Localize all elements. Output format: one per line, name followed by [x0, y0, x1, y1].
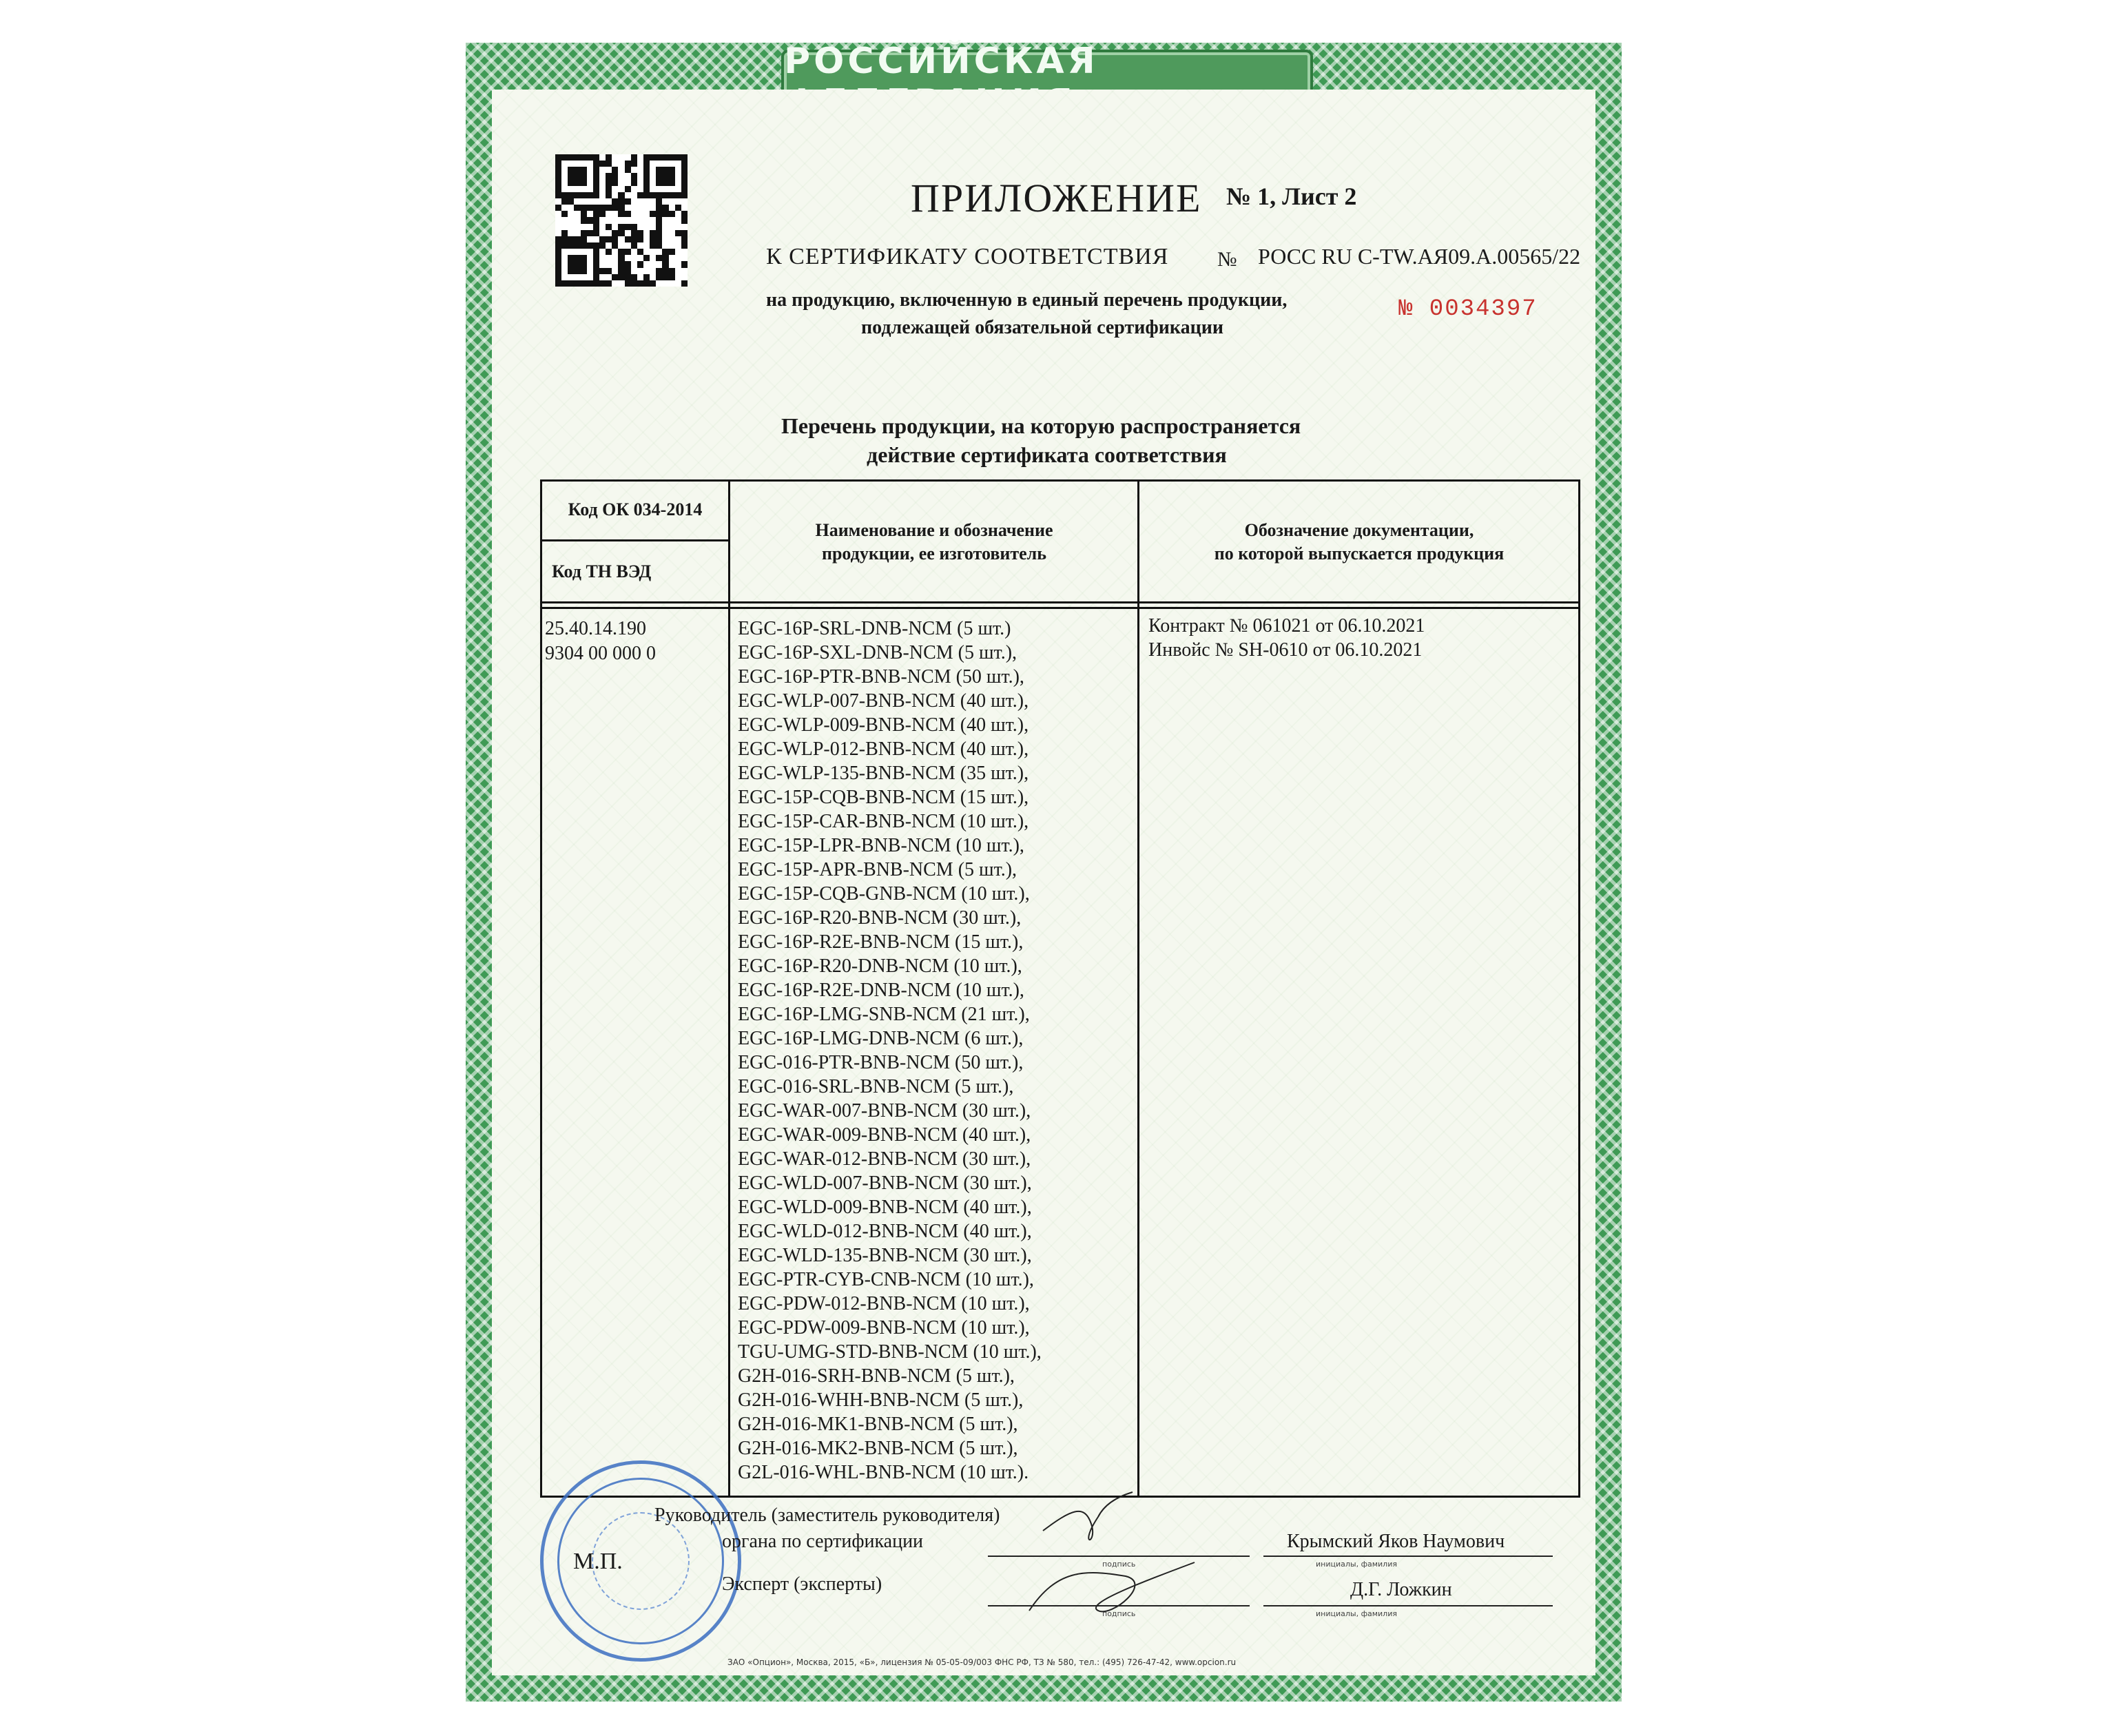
list-title-line-2: действие сертификата соответствия: [867, 442, 1227, 467]
expert-name-rule: [1263, 1605, 1553, 1606]
code-tnved-value: 9304 00 000 0: [545, 643, 656, 664]
product-item: EGC-WLP-135-BNB-NCM (35 шт.),: [738, 763, 1029, 784]
product-item: EGC-16P-SXL-DNB-NCM (5 шт.),: [738, 642, 1017, 663]
blank-serial-number: № 0034397: [1398, 296, 1538, 322]
expert-label: Эксперт (эксперты): [722, 1573, 882, 1595]
header-code-tnved: Код ТН ВЭД: [552, 561, 652, 581]
product-item: EGC-WLP-012-BNB-NCM (40 шт.),: [738, 738, 1029, 760]
product-item: EGC-WLD-012-BNB-NCM (40 шт.),: [738, 1221, 1032, 1242]
expert-sign-caption: подпись: [1102, 1609, 1136, 1618]
documentation-item: Инвойс № SH-0610 от 06.10.2021: [1148, 639, 1423, 661]
product-item: EGC-PDW-012-BNB-NCM (10 шт.),: [738, 1293, 1030, 1314]
product-item: EGC-WLP-007-BNB-NCM (40 шт.),: [738, 690, 1029, 712]
product-item: EGC-16P-SRL-DNB-NCM (5 шт.): [738, 618, 1011, 639]
head-name: Крымский Яков Наумович: [1287, 1531, 1505, 1552]
product-item: EGC-PTR-CYB-CNB-NCM (10 шт.),: [738, 1269, 1034, 1290]
product-item: EGC-15P-LPR-BNB-NCM (10 шт.),: [738, 835, 1024, 856]
product-item: EGC-PDW-009-BNB-NCM (10 шт.),: [738, 1317, 1030, 1339]
scope-line-2: подлежащей обязательной сертификации: [861, 317, 1223, 338]
product-item: EGC-WAR-009-BNB-NCM (40 шт.),: [738, 1124, 1031, 1146]
head-sign-rule: [988, 1556, 1250, 1557]
certificate-number: РОСС RU C-TW.АЯ09.А.00565/22: [1258, 244, 1581, 269]
product-item: EGC-WAR-012-BNB-NCM (30 шт.),: [738, 1148, 1031, 1170]
column-divider: [728, 482, 730, 1496]
expert-sign-rule: [988, 1605, 1250, 1606]
certificate-line: К СЕРТИФИКАТУ СООТВЕТСТВИЯ: [766, 244, 1169, 269]
product-item: EGC-15P-APR-BNB-NCM (5 шт.),: [738, 859, 1017, 880]
code-header-divider: [542, 539, 728, 541]
product-item: G2H-016-MK2-BNB-NCM (5 шт.),: [738, 1438, 1018, 1459]
header-documentation-2: по которой выпускается продукция: [1214, 544, 1505, 564]
qr-code: [555, 154, 688, 287]
certificate-sheet: [466, 43, 1622, 1702]
column-divider: [1137, 482, 1139, 1496]
product-item: G2L-016-WHL-BNB-NCM (10 шт.).: [738, 1462, 1029, 1483]
head-label-2: органа по сертификации: [722, 1531, 924, 1552]
product-item: G2H-016-MK1-BNB-NCM (5 шт.),: [738, 1414, 1018, 1435]
head-label-1: Руководитель (заместитель руководителя): [654, 1505, 1000, 1526]
product-item: EGC-16P-R20-BNB-NCM (30 шт.),: [738, 907, 1022, 929]
appendix-sheet-number: № 1, Лист 2: [1226, 183, 1357, 210]
product-item: EGC-016-PTR-BNB-NCM (50 шт.),: [738, 1052, 1024, 1073]
product-item: EGC-WLD-007-BNB-NCM (30 шт.),: [738, 1172, 1032, 1194]
product-item: EGC-016-SRL-BNB-NCM (5 шт.),: [738, 1076, 1014, 1097]
certification-stamp: [540, 1460, 741, 1662]
head-name-rule: [1263, 1556, 1553, 1557]
expert-name-caption: инициалы, фамилия: [1316, 1609, 1397, 1618]
header-documentation-1: Обозначение документации,: [1244, 520, 1474, 540]
header-band-text: РОССИЙСКАЯ: [784, 41, 1099, 82]
mp-label: М.П.: [573, 1549, 623, 1574]
product-item: G2H-016-SRH-BNB-NCM (5 шт.),: [738, 1365, 1015, 1387]
list-title-line-1: Перечень продукции, на которую распространяется: [781, 413, 1301, 438]
documentation-item: Контракт № 061021 от 06.10.2021: [1148, 615, 1425, 637]
product-item: EGC-16P-R2E-DNB-NCM (10 шт.),: [738, 980, 1024, 1001]
head-sign-caption: подпись: [1102, 1560, 1136, 1569]
product-item: EGC-16P-PTR-BNB-NCM (50 шт.),: [738, 666, 1024, 688]
product-item: EGC-16P-LMG-DNB-NCM (6 шт.),: [738, 1028, 1024, 1049]
header-code-ok: Код ОК 034-2014: [568, 499, 703, 519]
appendix-title: ПРИЛОЖЕНИЕ: [911, 176, 1202, 220]
printer-footer: ЗАО «Опцион», Москва, 2015, «Б», лицензия № 05-05-09/003 ФНС РФ, ТЗ № 580, тел.: (495) 726-47-42, www.opcion.ru: [727, 1657, 1237, 1667]
header-divider: [542, 601, 1578, 603]
product-item: EGC-15P-CAR-BNB-NCM (10 шт.),: [738, 811, 1029, 832]
product-item: EGC-WLD-009-BNB-NCM (40 шт.),: [738, 1197, 1032, 1218]
expert-name: Д.Г. Ложкин: [1350, 1579, 1452, 1600]
product-item: EGC-WAR-007-BNB-NCM (30 шт.),: [738, 1100, 1031, 1122]
head-name-caption: инициалы, фамилия: [1316, 1560, 1397, 1569]
header-divider: [542, 607, 1578, 609]
product-item: EGC-15P-CQB-BNB-NCM (15 шт.),: [738, 787, 1029, 808]
product-item: EGC-16P-LMG-SNB-NCM (21 шт.),: [738, 1004, 1030, 1025]
product-item: EGC-WLP-009-BNB-NCM (40 шт.),: [738, 714, 1029, 736]
code-ok-value: 25.40.14.190: [545, 618, 646, 639]
header-product-name-2: продукции, ее изготовитель: [821, 544, 1047, 564]
product-item: EGC-WLD-135-BNB-NCM (30 шт.),: [738, 1245, 1032, 1266]
product-item: EGC-16P-R20-DNB-NCM (10 шт.),: [738, 955, 1022, 977]
header-product-name-1: Наименование и обозначение: [815, 520, 1053, 540]
scope-line-1: на продукцию, включенную в единый перечень продукции,: [766, 289, 1288, 311]
product-item: EGC-15P-CQB-GNB-NCM (10 шт.),: [738, 883, 1030, 905]
product-item: G2H-016-WHH-BNB-NCM (5 шт.),: [738, 1389, 1024, 1411]
product-item: TGU-UMG-STD-BNB-NCM (10 шт.),: [738, 1341, 1042, 1363]
certificate-number-sign: №: [1217, 248, 1237, 271]
certificate-body: [492, 90, 1595, 1675]
product-item: EGC-16P-R2E-BNB-NCM (15 шт.),: [738, 931, 1024, 953]
products-table: [540, 479, 1580, 1498]
